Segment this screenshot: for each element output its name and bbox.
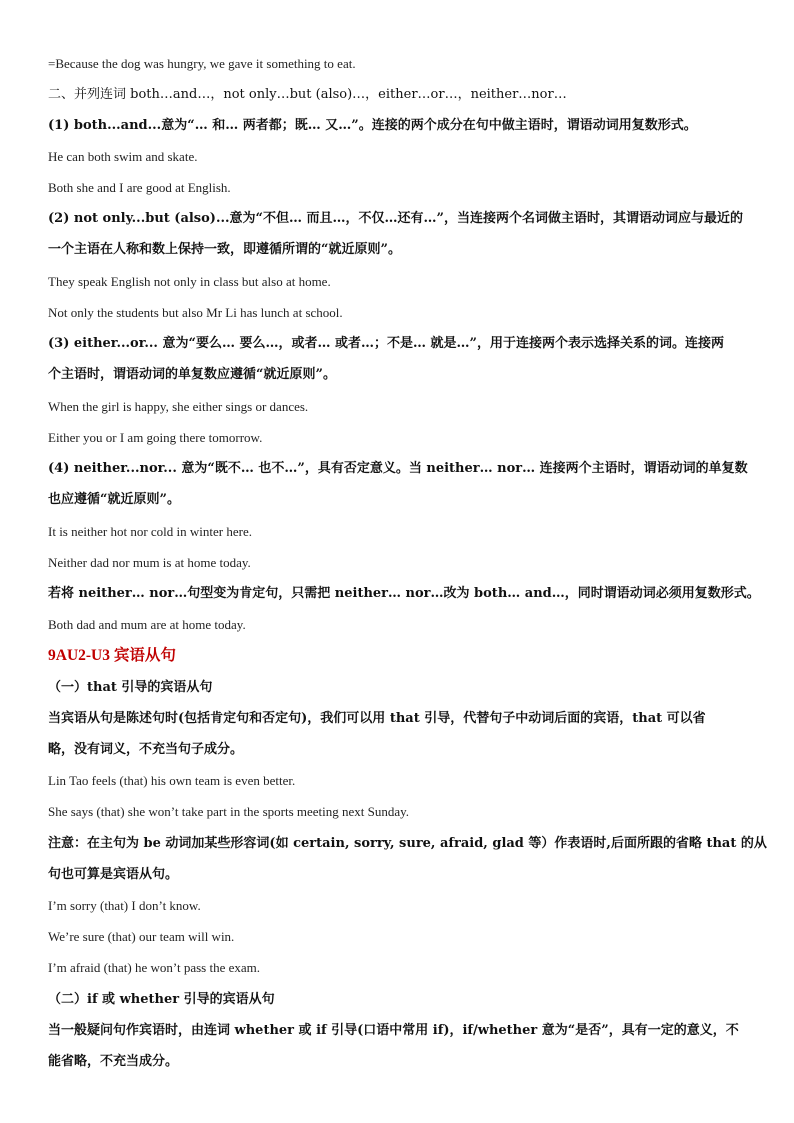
rule-if-whether: 当一般疑问句作宾语时，由连词 whether 或 if 引导(口语中常用 if)，if/whether 意为“是否”，具有一定的意义，不 <box>48 1023 739 1038</box>
example-sentence: I’m sorry (that) I don’t know. <box>48 898 201 913</box>
example-sentence: Lin Tao feels (that) his own team is even better. <box>48 773 296 788</box>
rule-neither-nor: (4) neither...nor... 意为“既不… 也不…”，具有否定意义。当 neither… nor… 连接两个主语时，谓语动词的单复数 <box>48 461 748 476</box>
example-sentence: Neither dad nor mum is at home today. <box>48 555 251 570</box>
example-sentence: Both dad and mum are at home today. <box>48 617 246 632</box>
note-be-adjective: 注意：在主句为 be 动词加某些形容词(如 certain, sorry, sure, afraid, glad 等）作表语时,后面所跟的省略 that 的从 <box>48 836 767 851</box>
subsection-title-if-whether: （二）if 或 whether 引导的宾语从句 <box>48 992 275 1007</box>
rule-that-clause-cont: 略，没有词义，不充当句子成分。 <box>48 742 244 757</box>
rule-not-only-but-also-cont: 一个主语在人称和数上保持一致，即遵循所谓的“就近原则”。 <box>48 242 401 257</box>
rule-either-or-cont: 个主语时，谓语动词的单复数应遵循“就近原则”。 <box>48 367 336 382</box>
example-sentence: She says (that) she won’t take part in the sports meeting next Sunday. <box>48 804 410 819</box>
example-sentence: It is neither hot nor cold in winter here. <box>48 524 252 539</box>
example-sentence: Not only the students but also Mr Li has lunch at school. <box>48 305 343 320</box>
example-sentence: When the girl is happy, she either sings or dances. <box>48 399 309 414</box>
example-sentence: He can both swim and skate. <box>48 149 198 164</box>
rule-not-only-but-also: (2) not only...but (also)...意为“不但… 而且…，不仅…还有…”，当连接两个名词做主语时，其谓语动词应与最近的 <box>48 211 744 226</box>
rule-both-and: (1) both...and...意为“… 和… 两者都；既… 又…”。连接的两个成分在句中做主语时，谓语动词用复数形式。 <box>48 118 697 133</box>
note-be-adjective-cont: 句也可算是宾语从句。 <box>48 867 179 882</box>
subsection-title-that: （一）that 引导的宾语从句 <box>48 680 213 695</box>
rule-that-clause: 当宾语从句是陈述句时(包括肯定句和否定句)，我们可以用 that 引导，代替句子中动词后面的宾语，that 可以省 <box>48 711 706 726</box>
example-sentence: Either you or I am going there tomorrow. <box>48 430 263 445</box>
example-sentence: They speak English not only in class but also at home. <box>48 274 331 289</box>
section-title-conjunctions: 二、并列连词 both…and…，not only…but (also)…，either…or…，neither…nor… <box>48 87 567 102</box>
rule-neither-nor-cont: 也应遵循“就近原则”。 <box>48 492 180 507</box>
rule-if-whether-cont: 能省略，不充当成分。 <box>48 1054 179 1069</box>
example-sentence: We’re sure (that) our team will win. <box>48 929 235 944</box>
rule-either-or: (3) either...or... 意为“要么… 要么…，或者… 或者…；不是… 就是…”，用于连接两个表示选择关系的词。连接两 <box>48 336 725 351</box>
rule-neither-nor-to-both-and: 若将 neither… nor…句型变为肯定句，只需把 neither… nor…改为 both… and…，同时谓语动词必须用复数形式。 <box>48 586 760 601</box>
example-sentence: =Because the dog was hungry, we gave it something to eat. <box>48 56 356 71</box>
unit-heading: 9AU2-U3 宾语从句 <box>48 647 176 664</box>
example-sentence: Both she and I are good at English. <box>48 180 231 195</box>
example-sentence: I’m afraid (that) he won’t pass the exam. <box>48 960 261 975</box>
